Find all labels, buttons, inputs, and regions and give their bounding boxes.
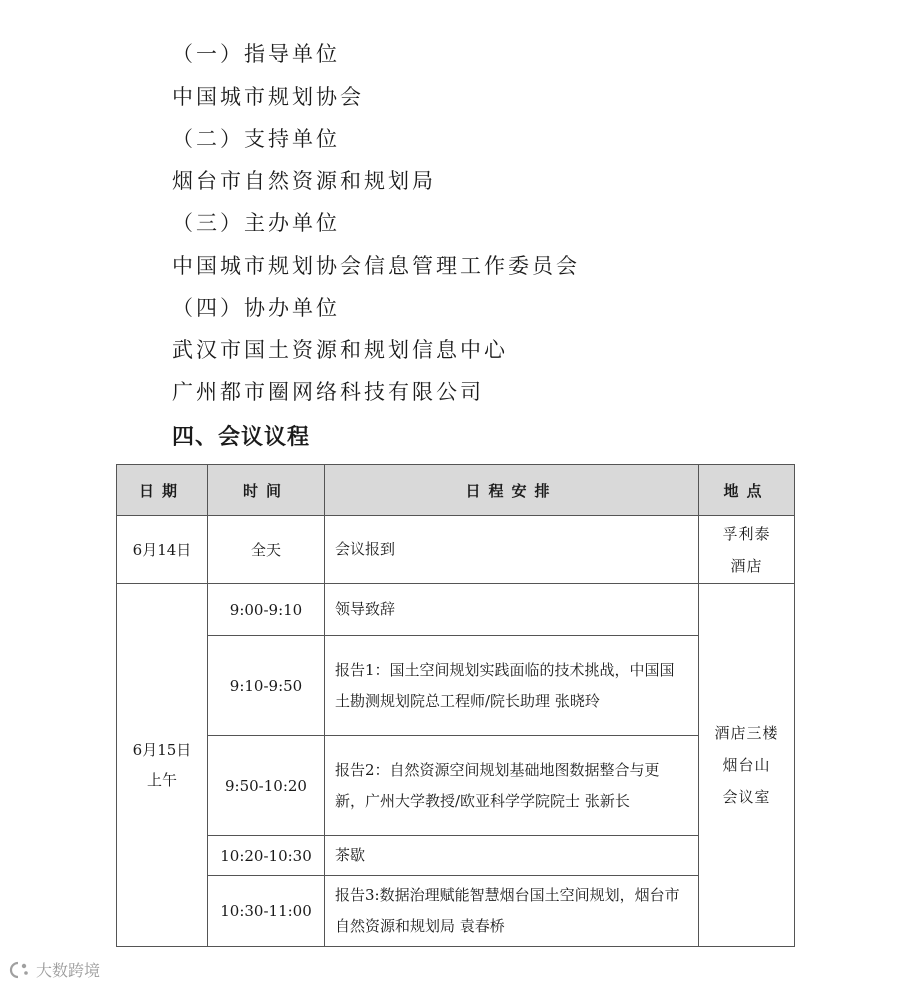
agenda-heading: 四、会议议程 <box>172 425 311 450</box>
date-cell <box>117 584 208 947</box>
table-row <box>117 584 795 636</box>
time-cell: 10:20-10:30 <box>208 836 325 876</box>
section-2-text: 烟台市自然资源和规划局 <box>172 169 436 193</box>
table-row <box>117 636 795 736</box>
location-line: 酒店三楼 <box>714 724 779 742</box>
time-cell: 9:10-9:50 <box>208 636 325 736</box>
location-line: 烟台山 <box>722 756 771 774</box>
schedule-cell: 报告1：国土空间规划实践面临的技术挑战，中国国土勘测规划院总工程师/院长助理 张晓玲 <box>325 636 699 736</box>
date-line: 上午 <box>146 771 177 789</box>
header-time: 时间 <box>208 465 325 516</box>
section-1-text: 中国城市规划协会 <box>172 85 364 109</box>
time-cell: 10:30-11:00 <box>208 876 325 947</box>
table-header-row <box>117 465 795 516</box>
schedule-cell: 领导致辞 <box>325 584 699 636</box>
watermark-logo-icon <box>6 960 32 980</box>
section-1-heading: （一）指导单位 <box>172 42 340 66</box>
watermark-text: 大数跨境 <box>36 961 101 980</box>
schedule-cell: 茶歇 <box>325 836 699 876</box>
location-line: 孚利泰 <box>722 524 771 543</box>
date-cell: 6月14日 <box>117 516 208 584</box>
location-line: 酒店 <box>730 556 763 575</box>
table-row <box>117 876 795 947</box>
schedule-cell: 报告3:数据治理赋能智慧烟台国土空间规划，烟台市自然资源和规划局 袁春桥 <box>325 876 699 947</box>
table-row <box>117 516 795 584</box>
schedule-cell: 会议报到 <box>325 516 699 584</box>
header-location: 地点 <box>699 465 795 516</box>
table-row <box>117 736 795 836</box>
section-2-heading: （二）支持单位 <box>172 127 340 151</box>
header-date: 日期 <box>117 465 208 516</box>
location-cell <box>699 584 795 947</box>
section-4-text-2: 广州都市圈网络科技有限公司 <box>172 380 484 404</box>
section-3-heading: （三）主办单位 <box>172 211 340 235</box>
section-4-text-1: 武汉市国土资源和规划信息中心 <box>172 338 508 362</box>
agenda-table <box>116 464 795 947</box>
section-4-heading: （四）协办单位 <box>172 296 340 320</box>
time-cell: 全天 <box>208 516 325 584</box>
time-cell: 9:00-9:10 <box>208 584 325 636</box>
schedule-cell: 报告2：自然资源空间规划基础地图数据整合与更新，广州大学教授/欧亚科学学院院士 张新长 <box>325 736 699 836</box>
location-line: 会议室 <box>722 788 771 806</box>
date-line: 6月15日 <box>132 741 192 759</box>
table-row <box>117 836 795 876</box>
location-cell <box>699 516 795 584</box>
time-cell: 9:50-10:20 <box>208 736 325 836</box>
section-3-text: 中国城市规划协会信息管理工作委员会 <box>172 254 580 278</box>
header-schedule: 日程安排 <box>325 465 699 516</box>
watermark <box>6 958 100 981</box>
